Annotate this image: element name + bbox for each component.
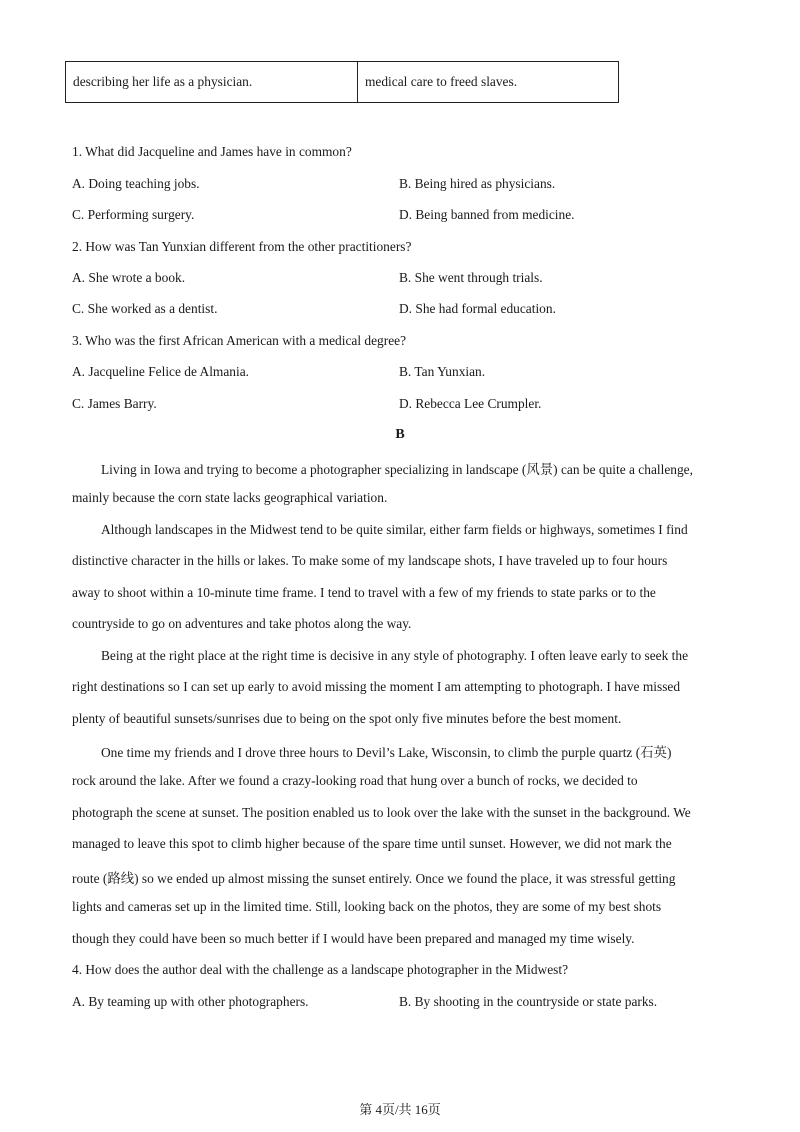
question-4-option-b: B. By shooting in the countryside or state parks. xyxy=(399,994,658,1009)
question-1-option-c: C. Performing surgery. xyxy=(72,207,195,222)
page-number-footer: 第 4页/共 16页 xyxy=(359,1102,441,1117)
question-1-stem: 1. What did Jacqueline and James have in common? xyxy=(72,144,352,159)
passage-line: plenty of beautiful sunsets/sunrises due to being on the spot only five minutes before the best moment. xyxy=(72,711,622,726)
passage-line: Although landscapes in the Midwest tend to be quite similar, either farm fields or highways, sometimes I find xyxy=(101,522,688,537)
passage-line: distinctive character in the hills or lakes. To make some of my landscape shots, I have traveled up to four hours xyxy=(72,553,668,568)
question-3-stem: 3. Who was the first African American with a medical degree? xyxy=(72,333,407,348)
question-1-option-b: B. Being hired as physicians. xyxy=(399,176,556,191)
question-1-option-a: A. Doing teaching jobs. xyxy=(72,176,200,191)
passage-line: away to shoot within a 10-minute time frame. I tend to travel with a few of my friends to state parks or to the xyxy=(72,585,656,600)
passage-line: route (路线) so we ended up almost missing the sunset entirely. Once we found the place, it was stressful getting xyxy=(72,871,676,886)
question-3-option-a: A. Jacqueline Felice de Almania. xyxy=(72,364,249,379)
passage-line: lights and cameras set up in the limited time. Still, looking back on the photos, they are some of my best shots xyxy=(72,899,662,914)
question-2-stem: 2. How was Tan Yunxian different from the other practitioners? xyxy=(72,239,412,254)
passage-line: mainly because the corn state lacks geographical variation. xyxy=(72,490,388,505)
question-2-option-c: C. She worked as a dentist. xyxy=(72,301,218,316)
answer-table xyxy=(65,61,619,103)
question-3-option-b: B. Tan Yunxian. xyxy=(399,364,486,379)
passage-line: countryside to go on adventures and take photos along the way. xyxy=(72,616,412,631)
section-heading: B xyxy=(395,427,405,442)
passage-line: Being at the right place at the right time is decisive in any style of photography. I often leave early to seek the xyxy=(101,648,689,663)
passage-line: though they could have been so much better if I would have been prepared and managed my time wisely. xyxy=(72,931,635,946)
question-4-option-a: A. By teaming up with other photographers. xyxy=(72,994,309,1009)
question-3-option-d: D. Rebecca Lee Crumpler. xyxy=(399,396,542,411)
passage-line: right destinations so I can set up early to avoid missing the moment I am attempting to photograph. I have missed xyxy=(72,679,681,694)
passage-line: One time my friends and I drove three hours to Devil’s Lake, Wisconsin, to climb the purple quartz (石英) xyxy=(101,745,672,760)
question-4-stem: 4. How does the author deal with the challenge as a landscape photographer in the Midwest? xyxy=(72,962,569,977)
passage-line: rock around the lake. After we found a crazy-looking road that hung over a bunch of rocks, we decided to xyxy=(72,773,638,788)
question-2-option-d: D. She had formal education. xyxy=(399,301,556,316)
table-cell-right: medical care to freed slaves. xyxy=(365,74,518,89)
question-2-option-a: A. She wrote a book. xyxy=(72,270,186,285)
passage-line: photograph the scene at sunset. The position enabled us to look over the lake with the sunset in the background. We xyxy=(72,805,691,820)
question-1-option-d: D. Being banned from medicine. xyxy=(399,207,575,222)
passage-line: Living in Iowa and trying to become a photographer specializing in landscape (风景) can be quite a challenge, xyxy=(101,462,693,477)
question-3-option-c: C. James Barry. xyxy=(72,396,157,411)
table-cell-left: describing her life as a physician. xyxy=(66,62,358,102)
passage-line: managed to leave this spot to climb higher because of the spare time until sunset. However, we did not mark the xyxy=(72,836,672,851)
question-2-option-b: B. She went through trials. xyxy=(399,270,543,285)
